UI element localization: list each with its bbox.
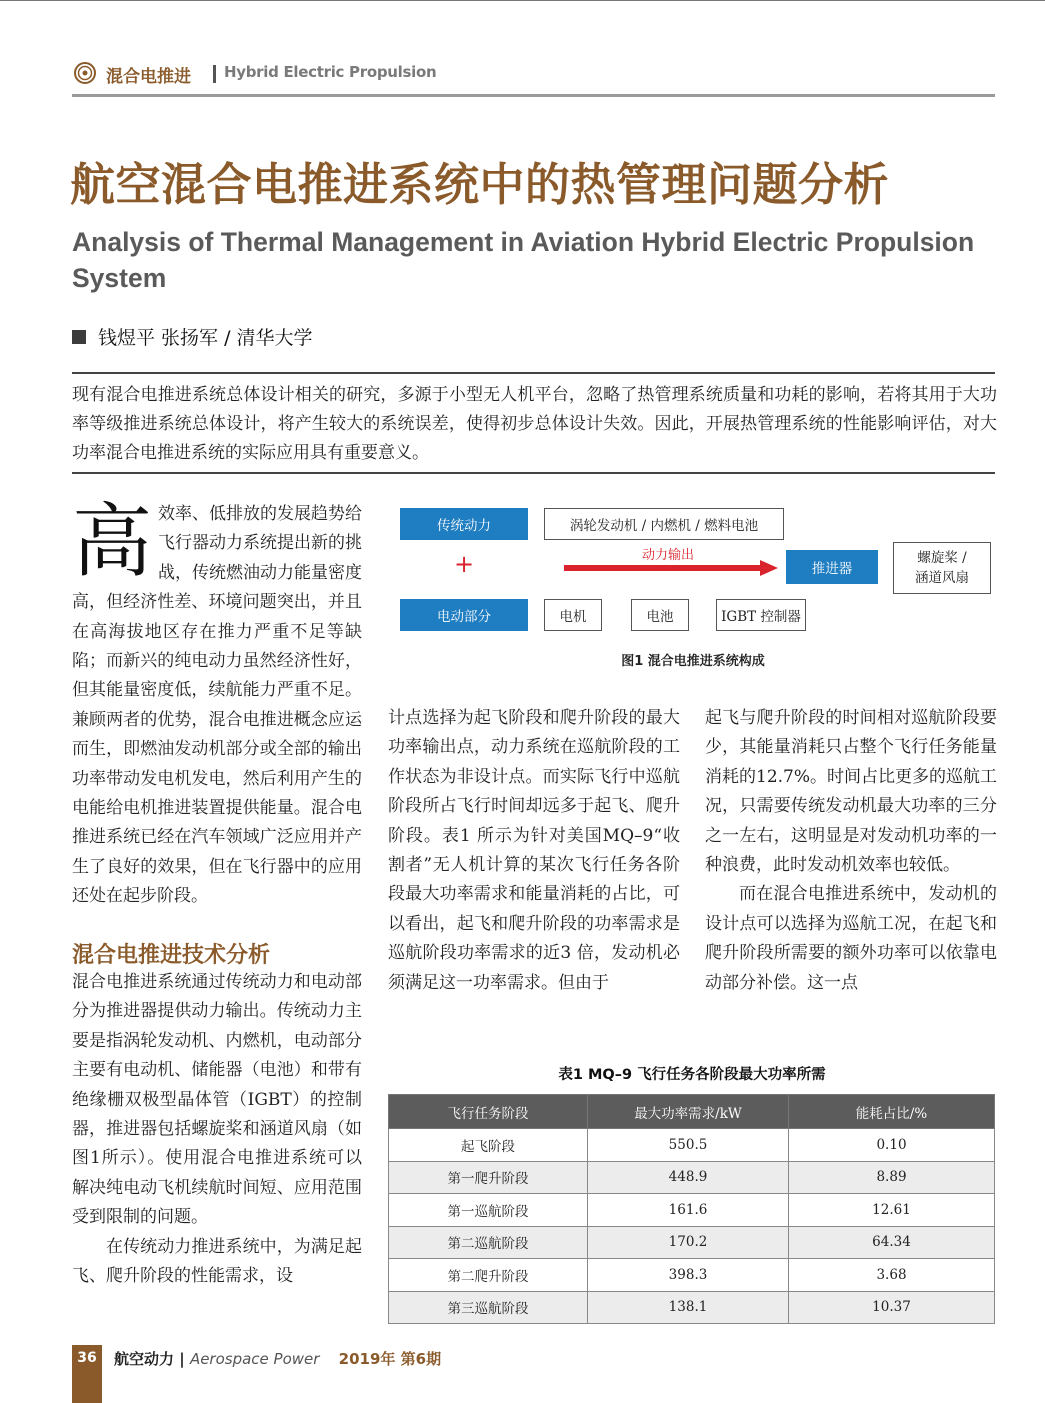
table-cell: 550.5 xyxy=(588,1129,789,1162)
header-section-en: Hybrid Electric Propulsion xyxy=(224,63,437,81)
article-title-en: Analysis of Thermal Management in Aviation Hybrid Electric Propulsion System xyxy=(72,227,975,293)
table-cell: 第一爬升阶段 xyxy=(389,1161,588,1194)
igbt-controller-box: IGBT 控制器 xyxy=(716,599,806,631)
table-cell: 138.1 xyxy=(588,1291,789,1324)
column-2-text: 计点选择为起飞阶段和爬升阶段的最大功率输出点，动力系统在巡航阶段的工作状态为非设计点。而实际飞行中巡航阶段所占飞行时间却远多于起飞、爬升阶段。表1 所示为针对美国MQ–9“收割者”无人机计算的某次飞行任务各阶段最大功率需求和能量消耗的占比，可以看出，起飞和爬升阶段的功率需求是巡航阶段功率需求的近3 倍，发动机必须满足这一功率需求。但由于 xyxy=(388,708,680,993)
table-cell: 8.89 xyxy=(789,1161,995,1194)
running-header xyxy=(72,58,995,90)
byline xyxy=(72,323,313,350)
footer-journal xyxy=(114,1348,441,1369)
traditional-power-box: 传统动力 xyxy=(400,508,528,540)
table-cell: 第二爬升阶段 xyxy=(389,1259,588,1292)
table-header-row xyxy=(389,1095,995,1129)
section-paragraph-2: 在传统动力推进系统中，为满足起飞、爬升阶段的性能需求，设 xyxy=(72,1236,362,1287)
table-cell: 3.68 xyxy=(789,1259,995,1292)
table-1-caption: 表1 MQ–9 飞行任务各阶段最大功率所需 xyxy=(558,1067,826,1083)
column-3-paragraph-2: 而在混合电推进系统中，发动机的设计点可以选择为巡航工况，在起飞和爬升阶段所需要的额外功率可以依靠电动部分补偿。这一点 xyxy=(705,884,997,993)
abstract-top-rule xyxy=(72,372,995,374)
body-column-2 xyxy=(388,704,680,998)
propulsor-type-propeller: 螺旋桨 / xyxy=(917,550,967,566)
byline-authors: 钱煜平 张扬军 / 清华大学 xyxy=(98,327,313,349)
figure-1-diagram xyxy=(388,500,998,670)
table-cell: 第一巡航阶段 xyxy=(389,1194,588,1227)
motor-box: 电机 xyxy=(544,599,602,631)
power-output-label: 动力输出 xyxy=(642,548,695,563)
propulsor-types-box xyxy=(893,542,991,594)
table-header-cell: 飞行任务阶段 xyxy=(389,1095,588,1129)
electric-part-box: 电动部分 xyxy=(400,599,528,631)
table-row xyxy=(389,1259,995,1292)
table-1 xyxy=(388,1094,995,1324)
drop-cap: 高 xyxy=(72,495,152,588)
figure-1-caption: 图1 混合电推进系统构成 xyxy=(621,654,765,669)
table-cell: 第三巡航阶段 xyxy=(389,1291,588,1324)
table-row xyxy=(389,1226,995,1259)
header-separator xyxy=(213,65,216,83)
propulsor-type-ducted-fan: 涵道风扇 xyxy=(915,570,969,586)
table-cell: 0.10 xyxy=(789,1129,995,1162)
table-cell: 起飞阶段 xyxy=(389,1129,588,1162)
page-top-rule xyxy=(0,0,1045,1)
power-output-arrow xyxy=(564,560,778,576)
table-row xyxy=(389,1161,995,1194)
table-cell: 170.2 xyxy=(588,1226,789,1259)
header-section-cn: 混合电推进 xyxy=(106,67,191,87)
footer-journal-en: Aerospace Power xyxy=(189,1350,320,1368)
section-paragraph-1: 混合电推进系统通过传统动力和电动部分为推进器提供动力输出。传统动力主要是指涡轮发动机、内燃机，电动部分主要有电动机、储能器（电池）和带有绝缘栅双极型晶体管（IGBT）的控制器，推进器包括螺旋桨和涵道风扇（如图1所示）。使用混合电推进系统可以解决纯电动飞机续航时间短、应用范围受到限制的问题。 xyxy=(72,972,362,1228)
table-cell: 12.61 xyxy=(789,1194,995,1227)
body-column-1-section xyxy=(72,968,362,1291)
article-title-cn: 航空混合电推进系统中的热管理问题分析 xyxy=(70,158,890,211)
table-cell: 第二巡航阶段 xyxy=(389,1226,588,1259)
propulsor-box: 推进器 xyxy=(786,550,878,584)
table-cell: 448.9 xyxy=(588,1161,789,1194)
footer-issue: 2019年 第6期 xyxy=(338,1350,442,1368)
battery-box: 电池 xyxy=(631,599,689,631)
journal-emblem-icon xyxy=(74,62,96,84)
table-cell: 398.3 xyxy=(588,1259,789,1292)
engines-box: 涡轮发动机 / 内燃机 / 燃料电池 xyxy=(544,508,784,540)
table-row xyxy=(389,1129,995,1162)
body-column-3 xyxy=(705,704,997,998)
table-cell: 161.6 xyxy=(588,1194,789,1227)
footer-journal-cn: 航空动力 | xyxy=(114,1350,185,1368)
table-row xyxy=(389,1194,995,1227)
table-header-cell: 能耗占比/% xyxy=(789,1095,995,1129)
header-rule xyxy=(72,94,995,97)
section-heading: 混合电推进技术分析 xyxy=(72,943,271,968)
column-3-paragraph-1: 起飞与爬升阶段的时间相对巡航阶段要少，其能量消耗只占整个飞行任务能量消耗的12.7%。时间占比更多的巡航工况，只需要传统发动机最大功率的三分之一左右，这明显是对发动机功率的一种浪费，此时发动机效率也较低。 xyxy=(705,708,998,876)
abstract-bottom-rule xyxy=(72,472,995,474)
table-cell: 10.37 xyxy=(789,1291,995,1324)
table-header-cell: 最大功率需求/kW xyxy=(588,1095,789,1129)
table-row xyxy=(389,1291,995,1324)
page-number: 36 xyxy=(77,1350,97,1366)
body-column-1-intro xyxy=(72,495,362,912)
abstract: 现有混合电推进系统总体设计相关的研究，多源于小型无人机平台，忽略了热管理系统质量和功耗的影响，若将其用于大功率等级推进系统总体设计，将产生较大的系统误差，使得初步总体设计失效。因此，开展热管理系统的性能影响评估，对大功率混合电推进系统的实际应用具有重要意义。 xyxy=(72,385,997,463)
table-cell: 64.34 xyxy=(789,1226,995,1259)
plus-sign: + xyxy=(454,550,475,578)
intro-paragraph: 效率、低排放的发展趋势给飞行器动力系统提出新的挑战，传统燃油动力能量密度高，但经济性差、环境问题突出，并且在高海拔地区存在推力严重不足等缺陷；而新兴的纯电动力虽然经济性好，但其能量密度低，续航能力严重不足。兼顾两者的优势，混合电推进概念应运而生，即燃油发动机部分或全部的输出功率带动发电机发电，然后利用产生的电能给电机推进装置提供能量。混合电推进系统已经在汽车领域广泛应用并产生了良好的效果，但在飞行器中的应用还处在起步阶段。 xyxy=(72,504,362,907)
byline-square-icon xyxy=(72,330,86,344)
